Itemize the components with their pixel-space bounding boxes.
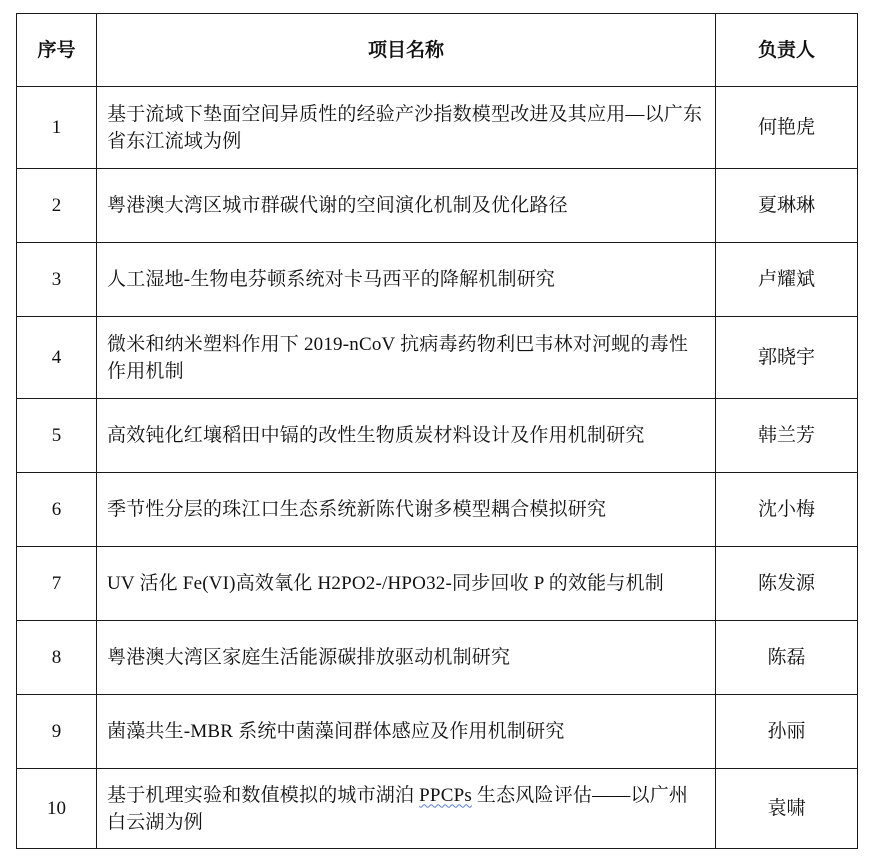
row-owner: 郭晓宇 — [716, 317, 858, 399]
row-index: 9 — [17, 695, 97, 769]
name-part: 基于机理实验和数值模拟的城市湖泊 — [107, 784, 420, 806]
project-table — [16, 13, 858, 849]
row-index: 3 — [17, 243, 97, 317]
row-project-name — [97, 769, 716, 849]
table-row — [17, 473, 858, 547]
header-index: 序号 — [17, 14, 97, 87]
row-index: 5 — [17, 399, 97, 473]
row-owner: 袁啸 — [716, 769, 858, 849]
row-owner: 韩兰芳 — [716, 399, 858, 473]
table-row — [17, 317, 858, 399]
table-row — [17, 695, 858, 769]
row-owner: 孙丽 — [716, 695, 858, 769]
row-project-name: UV 活化 Fe(VI)高效氧化 H2PO2-/HPO32-同步回收 P 的效能与机制 — [97, 547, 716, 621]
row-index: 7 — [17, 547, 97, 621]
table-row — [17, 621, 858, 695]
header-owner: 负责人 — [716, 14, 858, 87]
row-owner: 何艳虎 — [716, 87, 858, 169]
row-owner: 卢耀斌 — [716, 243, 858, 317]
row-owner: 陈磊 — [716, 621, 858, 695]
row-project-name: 粤港澳大湾区城市群碳代谢的空间演化机制及优化路径 — [97, 169, 716, 243]
row-index: 1 — [17, 87, 97, 169]
row-project-name: 粤港澳大湾区家庭生活能源碳排放驱动机制研究 — [97, 621, 716, 695]
row-index: 8 — [17, 621, 97, 695]
row-owner: 陈发源 — [716, 547, 858, 621]
row-index: 6 — [17, 473, 97, 547]
row-owner: 夏琳琳 — [716, 169, 858, 243]
table-row — [17, 547, 858, 621]
name-part: 生态风险评估——以广州白云湖为例 — [107, 784, 689, 833]
table-row — [17, 87, 858, 169]
table-row — [17, 769, 858, 849]
header-name: 项目名称 — [97, 14, 716, 87]
row-project-name: 基于流域下垫面空间异质性的经验产沙指数模型改进及其应用—以广东省东江流域为例 — [97, 87, 716, 169]
row-owner: 沈小梅 — [716, 473, 858, 547]
row-index: 10 — [17, 769, 97, 849]
row-project-name: 高效钝化红壤稻田中镉的改性生物质炭材料设计及作用机制研究 — [97, 399, 716, 473]
row-index: 2 — [17, 169, 97, 243]
spellcheck-underlined-word: PPCPs — [419, 784, 472, 806]
row-project-name: 菌藻共生-MBR 系统中菌藻间群体感应及作用机制研究 — [97, 695, 716, 769]
row-index: 4 — [17, 317, 97, 399]
header-row — [17, 14, 858, 87]
table-row — [17, 169, 858, 243]
row-project-name: 季节性分层的珠江口生态系统新陈代谢多模型耦合模拟研究 — [97, 473, 716, 547]
table-row — [17, 243, 858, 317]
row-project-name: 人工湿地-生物电芬顿系统对卡马西平的降解机制研究 — [97, 243, 716, 317]
table-row — [17, 399, 858, 473]
row-project-name: 微米和纳米塑料作用下 2019-nCoV 抗病毒药物利巴韦林对河蚬的毒性作用机制 — [97, 317, 716, 399]
